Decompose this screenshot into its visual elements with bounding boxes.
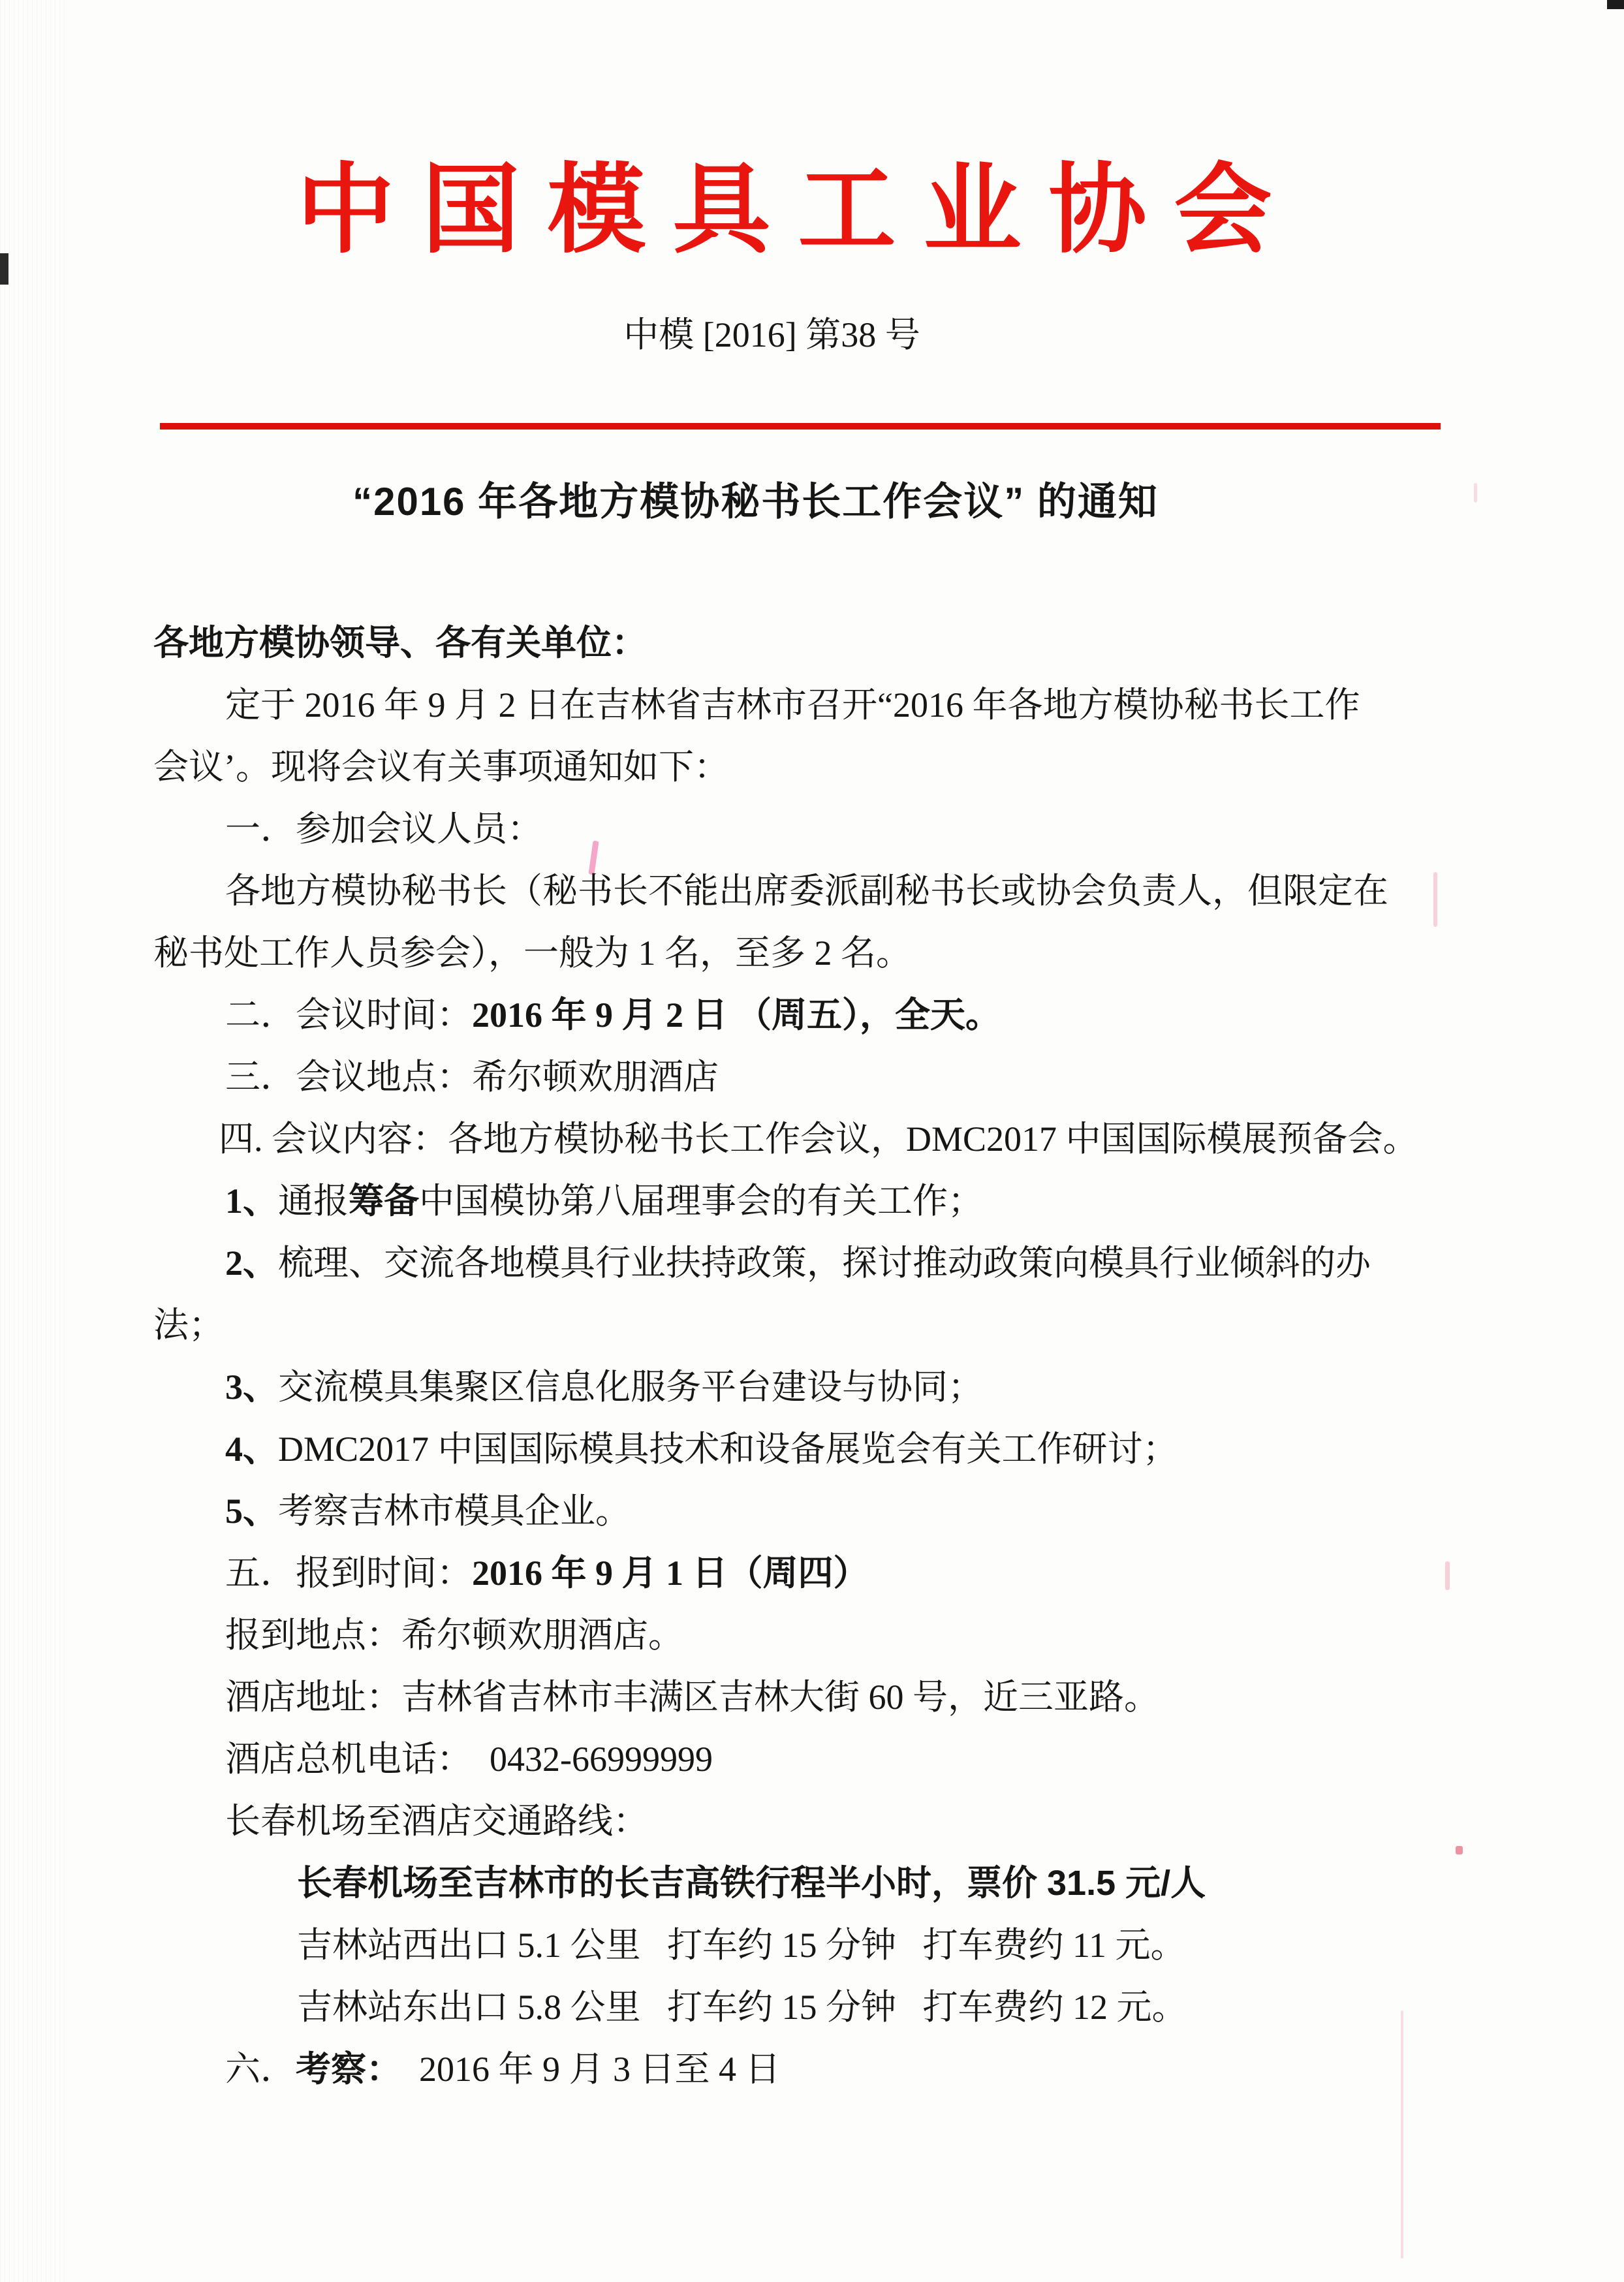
line-text: 交流模具集聚区信息化服务平台建设与协同； <box>278 1368 983 1407</box>
line-text: 吉林站东出口 5.8 公里 打车约 15 分钟 打车费约 12 元。 <box>297 1988 1187 2027</box>
body-line-sub-3 <box>225 1356 1469 1418</box>
notice-body <box>153 674 1469 2101</box>
line-text-bold: 2016 年 9 月 1 日（周四） <box>472 1554 869 1593</box>
body-line <box>225 1728 1469 1790</box>
body-line-sub-5 <box>225 1480 1469 1542</box>
body-line <box>153 1294 1469 1356</box>
body-line-item-3 <box>225 1046 1469 1108</box>
red-divider-rule <box>160 423 1441 430</box>
organization-title: 中国模具工业协会 <box>296 157 1300 265</box>
line-text-bold: 长春机场至吉林市的长吉高铁行程半小时，票价 31.5 元/人 <box>297 1864 1206 1903</box>
line-text: 报到地点：希尔顿欢朋酒店。 <box>225 1616 683 1655</box>
line-text: 梳理、交流各地模具行业扶持政策，探讨推动政策向模具行业倾斜的办 <box>278 1243 1371 1283</box>
body-line <box>225 1604 1469 1666</box>
line-text: 中国模协第八届理事会的有关工作； <box>419 1181 983 1221</box>
line-text: 2016 年 9 月 3 日至 4 日 <box>401 2050 781 2089</box>
body-line <box>225 1790 1469 1852</box>
body-line <box>297 1977 1469 2039</box>
body-line <box>225 674 1469 736</box>
body-line <box>225 1666 1469 1728</box>
body-line-item-5 <box>225 1542 1469 1604</box>
document-number: 中模 [2016] 第38 号 <box>623 315 920 354</box>
line-text: 长春机场至酒店交通路线： <box>225 1802 648 1841</box>
line-text: 酒店地址：吉林省吉林市丰满区吉林大街 60 号，近三亚路。 <box>225 1678 1159 1717</box>
line-text: 会议’。现将会议有关事项通知如下： <box>153 747 729 787</box>
line-text: 吉林站西出口 5.1 公里 打车约 15 分钟 打车费约 11 元。 <box>297 1926 1186 1965</box>
body-line-sub-4 <box>225 1418 1469 1480</box>
body-line-sub-2 <box>225 1232 1469 1294</box>
line-text: 一．参加会议人员： <box>225 809 542 849</box>
line-text: 通报 <box>278 1181 349 1221</box>
list-number: 4、 <box>225 1430 278 1469</box>
line-text-bold: 2016 年 9 月 2 日 （周五），全天。 <box>472 995 1001 1035</box>
list-number: 2、 <box>225 1243 278 1283</box>
body-line <box>297 1915 1469 1977</box>
body-line-item-2 <box>225 984 1469 1046</box>
line-text: 酒店总机电话： 0432-66999999 <box>225 1740 713 1779</box>
body-line-highlight <box>297 1852 1469 1915</box>
line-text-bold: 筹备 <box>349 1181 419 1221</box>
salutation-line: 各地方模协领导、各有关单位： <box>153 623 647 663</box>
line-text: 法； <box>153 1305 224 1345</box>
body-line <box>225 860 1469 922</box>
line-text: 二．会议时间： <box>225 995 472 1035</box>
list-number: 5、 <box>225 1492 278 1531</box>
body-line <box>153 922 1469 984</box>
line-text: 秘书处工作人员参会），一般为 1 名，至多 2 名。 <box>153 933 911 973</box>
body-line-item-4 <box>219 1108 1469 1170</box>
line-text: 各地方模协秘书长（秘书长不能出席委派副秘书长或协会负责人，但限定在 <box>225 871 1388 911</box>
line-text: 定于 2016 年 9 月 2 日在吉林省吉林市召开“2016 年各地方模协秘书长工作 <box>225 685 1360 725</box>
line-text: 五．报到时间： <box>225 1554 472 1593</box>
line-text: 考察吉林市模具企业。 <box>278 1492 631 1531</box>
body-line-item-6 <box>225 2039 1469 2101</box>
body-line <box>153 736 1469 798</box>
line-text-bold: 考察： <box>296 2050 401 2089</box>
body-line-item-1 <box>225 798 1469 860</box>
line-text: 六． <box>225 2050 296 2089</box>
notice-title: “2016 年各地方模协秘书长工作会议” 的通知 <box>352 480 1159 524</box>
body-line-sub-1 <box>225 1170 1469 1232</box>
list-number: 1、 <box>225 1181 278 1221</box>
line-text: 四. 会议内容：各地方模协秘书长工作会议，DMC2017 中国国际模展预备会。 <box>219 1119 1418 1159</box>
list-number: 3、 <box>225 1368 278 1407</box>
line-text: 三．会议地点：希尔顿欢朋酒店 <box>225 1057 719 1097</box>
line-text: DMC2017 中国国际模具技术和设备展览会有关工作研讨； <box>278 1430 1178 1469</box>
